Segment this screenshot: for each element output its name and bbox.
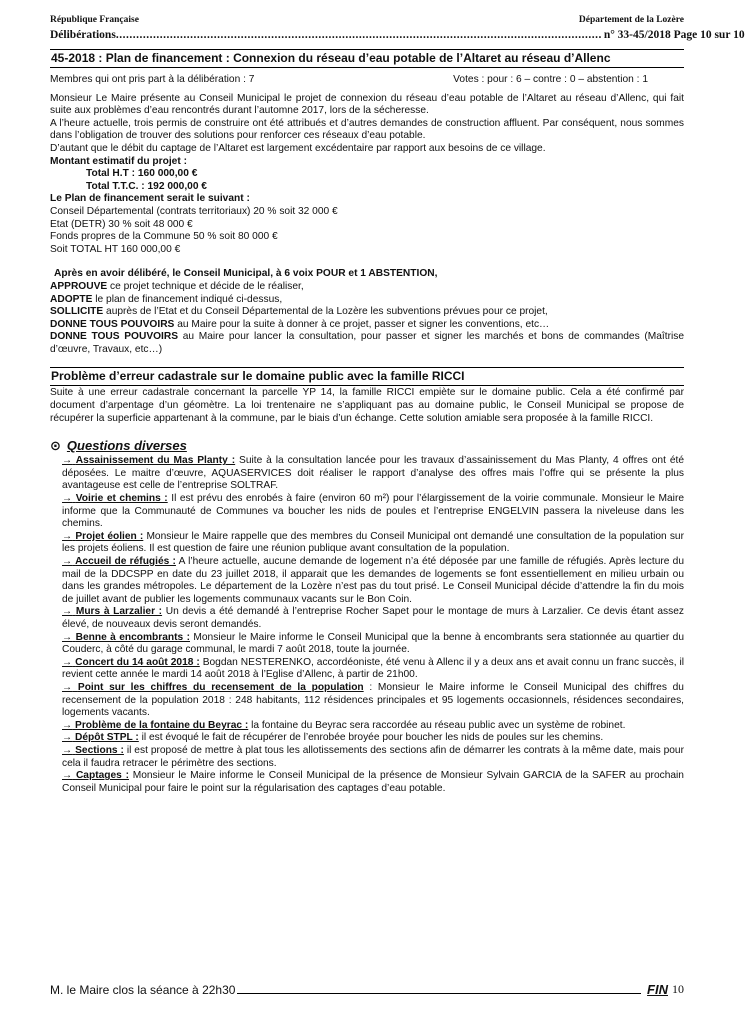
arrow-right-icon: → [62,530,73,542]
members-votes-row [50,74,684,87]
header-dots: ................................................................................................................................................ [115,29,602,41]
section1-rule-bottom [50,67,684,68]
questions-heading [50,437,684,455]
adopte-line [50,294,684,307]
plan-line: Etat (DETR) 30 % soit 48 000 € [50,218,193,230]
question-item [62,657,684,682]
question-item [62,745,684,770]
closing-text: M. le Maire clos la séance à 22h30 [50,983,236,997]
sollicite-line [50,306,684,319]
adopte-keyword: ADOPTE [50,293,93,305]
s1-para3: D’autant que le débit du captage de l’Altaret est largement excédentaire par rapport aux besoins de ce village. [50,142,546,154]
members-text: Membres qui ont pris part à la délibération : 7 [50,74,255,85]
approuve-keyword: APPROUVE [50,280,108,292]
question-item-label: Benne à encombrants : [75,631,190,643]
plan-title: Le Plan de financement serait le suivant : [50,193,250,205]
sollicite-keyword: SOLLICITE [50,306,104,318]
republique-label: République Française [50,15,139,25]
arrow-right-icon: → [62,681,73,693]
footer [50,982,684,997]
question-item-label: Problème de la fontaine du Beyrac : [75,719,249,731]
fin-label: FIN [647,982,668,997]
donne-line-1 [50,319,684,332]
section1-title: 45-2018 : Plan de financement : Connexion du réseau d’eau potable de l’Altaret au réseau d’Allenc [51,51,611,65]
question-item-text: Monsieur le Maire informe le Conseil Municipal de la présence de Monsieur Sylvain GARCIA de la SAFER au prochain Conseil Municipal pour faire le point sur la régularisation des captages d’eau potable. [62,770,684,794]
question-item-label: Murs à Larzalier : [75,606,163,618]
question-item-text: Monsieur le Maire rappelle que des membres du Conseil Municipal ont demandé une consultation de la population sur les projets éoliens. Il est question de faire une réunion publique avant consultation de la population. [62,530,684,555]
question-item-label: Accueil de réfugiés : [75,556,176,567]
question-item-text: il est proposé de mettre à plat tous les allotissements des sections afin de démarrer les contrats à la même date, mais pour cela il faudra retracer le périmètre des sections. [62,744,684,769]
header-top [50,14,684,26]
plan-line: Soit TOTAL HT 160 000,00 € [50,243,181,255]
votes-text: Votes : pour : 6 – contre : 0 – abstention : 1 [453,74,648,85]
question-item-label: Dépôt STPL : [75,732,139,744]
question-item-text: Il est prévu des enrobés à faire (environ 60 m²) pour l’élargissement de la voirie communale. Monsieur le Maire informe que la Communauté de Communes va boucher les nids de poules et l’entreprise ENGELVIN passera la niveleuse dans les chemins. [62,493,685,530]
question-item [62,531,684,556]
arrow-right-icon: → [62,455,73,467]
question-item-label: Point sur les chiffres du recensement de la population [77,681,364,693]
page-reference: n° 33-45/2018 Page 10 sur 10 [603,29,745,41]
header-left [50,28,602,43]
questions-title: Questions diverses [66,438,187,454]
donne-keyword: DONNE TOUS POUVOIRS [50,318,175,330]
question-item [62,455,684,493]
footer-page-number: 10 [672,982,684,996]
deliberations-label: Délibérations [50,29,116,41]
departement-label: Département de la Lozère [578,15,684,25]
plan-line: Fonds propres de la Commune 50 % soit 80 000 € [50,231,278,243]
question-item [62,770,684,795]
section2-rule-bottom [50,385,684,386]
question-item-label: Sections : [75,744,124,756]
question-item-text: il est évoqué le fait de récupérer de l’enrobée broyée pour boucher les nids de poules sur les chemins. [138,732,604,744]
montant-title: Montant estimatif du projet : [50,155,187,167]
question-item-label: Projet éolien : [75,530,144,542]
question-item-label: Voirie et chemins : [75,493,168,505]
header-second [50,28,745,43]
section2-title: Problème d’erreur cadastrale sur le domaine public avec la famille RICCI [51,369,465,384]
arrow-right-icon: → [62,770,73,782]
s2-para: Suite à une erreur cadastrale concernant la parcelle YP 14, la famille RICCI empiète sur le domaine public. Cela a été confirmé par document d’arpentage d’un géomètre. La loi trentenaire ne s’appliquant pas au domaine public, le Conseil Municipal se propose de récupérer la superficie appartenant à la commune, par le biais d’un échange. Cette solution amiable sera proposée à la famille RICCI. [50,387,684,424]
plan-line: Conseil Départemental (contrats territoriaux) 20 % soit 32 000 € [50,205,338,217]
donne-line-2 [50,331,684,356]
question-item-text: Un devis a été demandé à l’entreprise Rocher Sapet pour le montage de murs à Larzalier. Ce devis étant assez élevé, de nouveaux devis seront demandés. [62,606,684,630]
arrow-right-icon: → [62,556,73,567]
arrow-right-icon: → [62,719,73,731]
arrow-right-icon: → [62,631,73,643]
question-item-label: Captages : [75,770,129,782]
s1-para1: Monsieur Le Maire présente au Conseil Municipal le projet de connexion du réseau d’eau potable de l’Altaret au réseau d’Allenc, qui fait suite aux problèmes d’eau rencontrés durant l’automne 2017, lors de la sécheresse. [50,92,684,117]
decision-text: Après en avoir délibéré, le Conseil Municipal, à 6 voix POUR et 1 ABSTENTION, [54,268,438,280]
question-item-text: A l’heure actuelle, aucune demande de logement n’a été déposée par une famille de réfugiés. Après lecture du mail de la DDCSPP en date du 23 juillet 2018, il apparait que les demandes de logements se font essentiellement en milieu urbain ou dans les grandes métropoles. Le département de la Lozère n’est pas du tout prisé. Le Conseil Municipal décide d’attendre la fin du mois de juillet avant de publier les logements communaux vacants sur le Bon Coin. [62,556,684,605]
arrow-right-icon: → [62,744,73,756]
question-item-label: Assainissement du Mas Planty : [75,455,236,467]
donne-text: au Maire pour lancer la consultation, pour passer et signer les marchés et bons de commandes (Maîtrise d’œuvre, Travaux, etc…) [50,331,684,355]
approuve-line [50,281,684,294]
target-bullet-icon: ⊙ [50,438,61,454]
arrow-right-icon: → [62,656,73,668]
arrow-right-icon: → [62,606,73,618]
question-item [62,682,684,720]
sollicite-text: auprès de l’Etat et du Conseil Départemental de la Lozère les subventions prévues pour ce projet, [103,306,548,318]
question-item-label: Concert du 14 août 2018 : [75,656,200,668]
s1-para2: A l’heure actuelle, trois permis de construire ont été attribués et d’autres demandes de construction affluent. Par conséquent, nous sommes dans l’obligation de trouver des solutions pour renforcer ces réseaux d’eau potable. [50,117,684,142]
question-item [62,720,684,733]
question-item-text: Suite à la consultation lancée pour les travaux d’assainissement du Mas Planty, 4 offres ont été déposées. Le maitre d’œuvre, AQUASERVICES doit réaliser le rapport d’analyse des offres mais l’offre qui se présente la plus avantageuse est celle de l’entreprise SOLTRAF. [62,455,684,492]
question-item [62,632,684,657]
total-ht: Total H.T : 160 000,00 € [86,168,198,180]
question-item-text: Bogdan NESTERENKO, accordéoniste, été venu à Allenc il y a deux ans et avait connu un franc succès, il revient cette année le mardi 14 août 2018 à l’Eglise d’Allenc, à partir de 21h00. [62,656,685,681]
question-item-text: Monsieur le Maire informe le Conseil Municipal que la benne à encombrants sera stationnée au quartier du Couderc, à côté du garage communal, le mardi 7 août 2018, toute la journée. [62,631,684,656]
arrow-right-icon: → [62,493,73,505]
question-item-text: la fontaine du Beyrac sera raccordée au réseau public avec un système de robinet. [248,719,626,731]
adopte-text: le plan de financement indiqué ci-dessus, [92,293,283,305]
arrow-right-icon: → [62,732,73,744]
question-item [62,493,684,531]
donne-text: au Maire pour la suite à donner à ce projet, passer et signer les conventions, etc… [174,318,550,330]
total-ttc: Total T.T.C. : 192 000,00 € [86,180,207,192]
donne-keyword: DONNE TOUS POUVOIRS [50,331,179,343]
questions-list [50,455,684,795]
question-item [62,556,684,606]
question-item [62,606,684,631]
document-page [50,14,745,795]
approuve-text: ce projet technique et décide de le réaliser, [107,280,304,292]
question-item-text: : Monsieur le Maire informe le Conseil Municipal des chiffres du recensement de la population 2018 : 248 habitants, 112 résidences principales et 95 logements occasionnels, résidences secondaires, logements vacants. [62,681,684,719]
question-item [62,732,684,745]
footer-line [237,993,641,994]
